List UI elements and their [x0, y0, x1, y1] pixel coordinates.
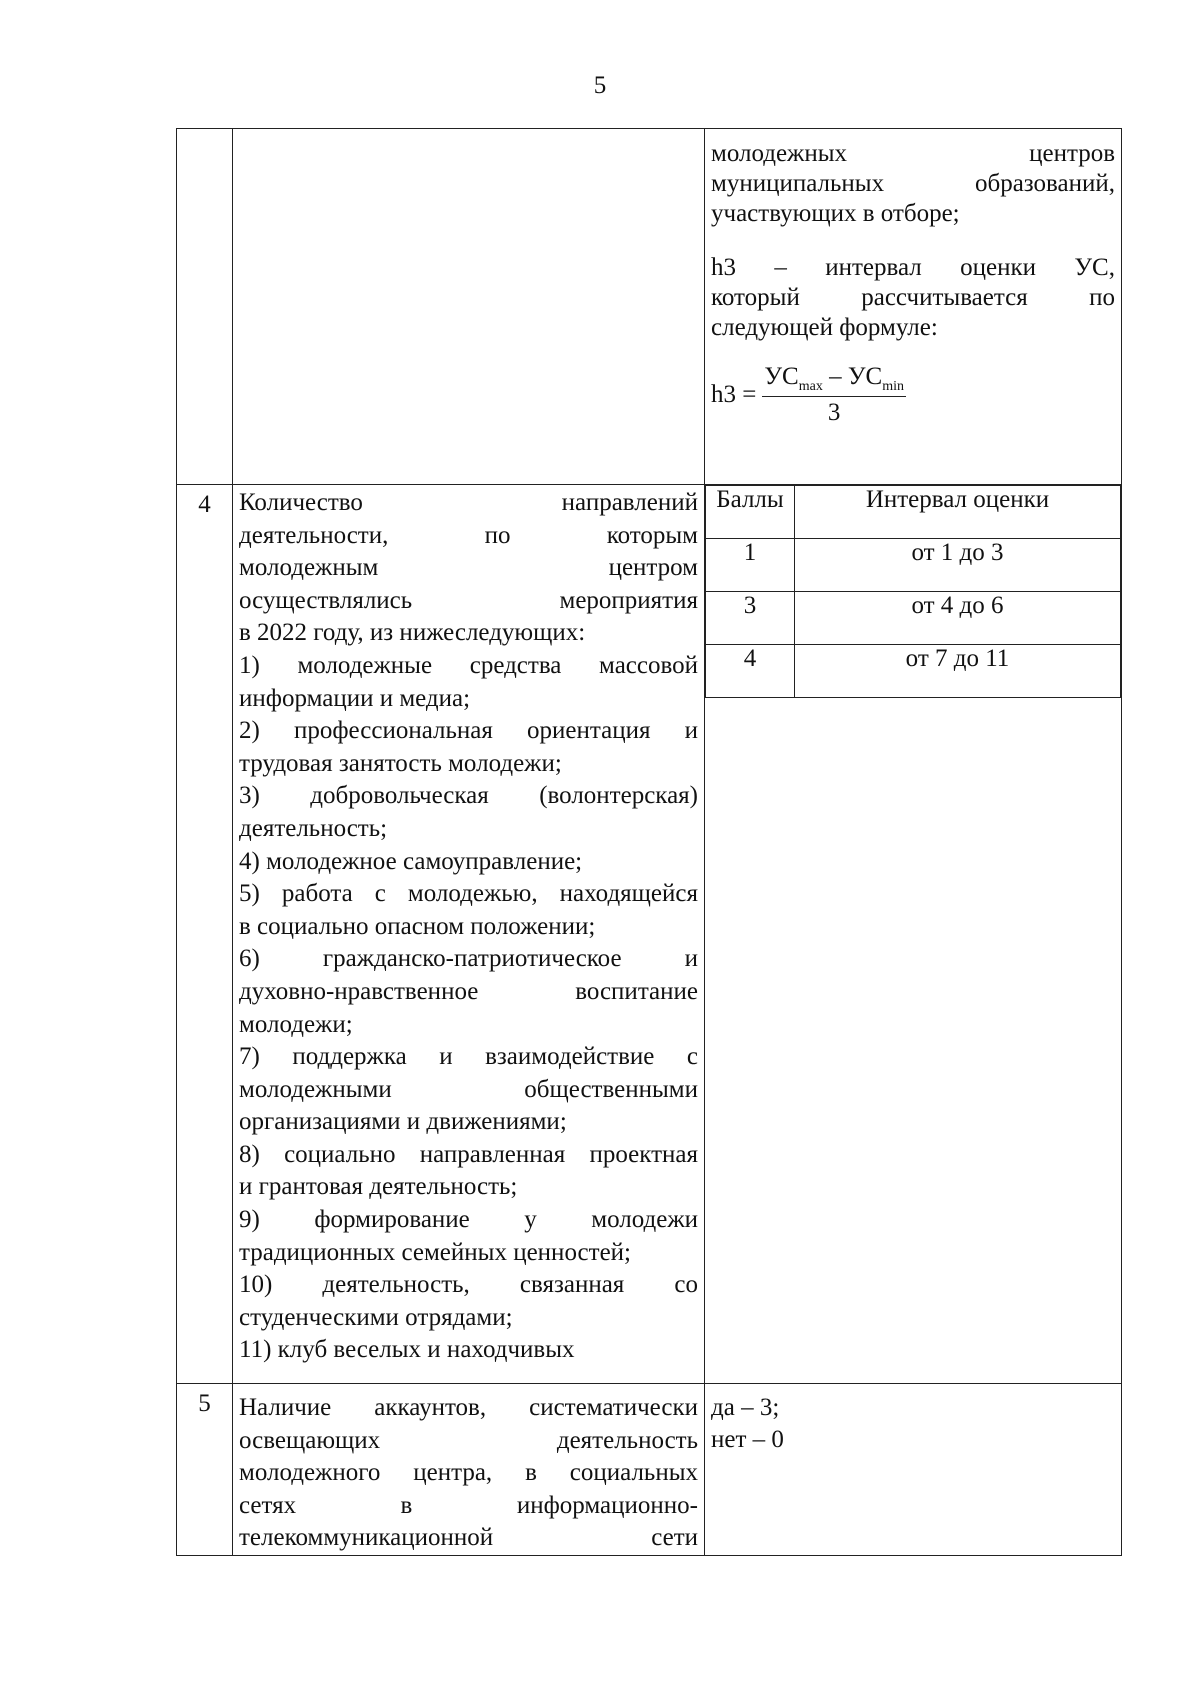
table-row [177, 1384, 1122, 1556]
score-header-points: Баллы [706, 486, 795, 539]
text-line: деятельности, по которым [239, 521, 698, 549]
text-line: молодежного центра, в социальных [239, 1459, 698, 1487]
score-header-interval: Интервал оценки [795, 486, 1121, 539]
criterion-cell [233, 485, 705, 1384]
text-line: освещающих деятельность [239, 1426, 698, 1454]
text-line: духовно-нравственное воспитание [239, 977, 698, 1005]
score-row [706, 592, 1121, 645]
score-points: 4 [706, 645, 795, 698]
score-points: 3 [706, 592, 795, 645]
text-line: в социально опасном положении; [239, 912, 596, 940]
text-line: информации и медиа; [239, 684, 471, 712]
formula-term: – УС [829, 363, 883, 390]
text-line: 5) работа с молодежью, находящейся [239, 880, 698, 908]
scoring-cell [705, 129, 1122, 485]
text-line: следующей формуле: [711, 314, 938, 341]
text-line: 6) гражданско-патриотическое и [239, 945, 698, 973]
text-line: 2) профессиональная ориентация и [239, 717, 698, 745]
score-row [706, 645, 1121, 698]
text-line: молодежными общественными [239, 1075, 698, 1103]
text-line: Количество направлений [239, 489, 698, 516]
text-line: 9) формирование у молодежи [239, 1206, 698, 1234]
criterion-cell [233, 1384, 705, 1556]
formula-subscript: max [798, 379, 823, 394]
text-line: молодежных центров [711, 140, 1115, 167]
text-line: трудовая занятость молодежи; [239, 749, 562, 777]
table-row [177, 129, 1122, 485]
criteria-table [176, 128, 1122, 1556]
score-interval: от 4 до 6 [795, 592, 1121, 645]
formula-subscript: min [882, 379, 904, 394]
text-line: организациями и движениями; [239, 1108, 567, 1136]
row-number-cell [177, 1384, 233, 1556]
score-header-row [706, 486, 1121, 539]
score-points: 1 [706, 539, 795, 592]
formula-lhs: h3 = [711, 381, 757, 408]
text-line: h3 – интервал оценки УС, [711, 254, 1115, 281]
row-number: 4 [198, 491, 211, 518]
text-line: и грантовая деятельность; [239, 1173, 518, 1201]
page-number: 5 [593, 72, 607, 99]
criterion-cell [233, 129, 705, 485]
scoring-cell [705, 1384, 1122, 1556]
row-number-cell [177, 485, 233, 1384]
text-line: в 2022 году, из нижеследующих: [239, 619, 586, 647]
score-yes: да – 3; [711, 1394, 780, 1421]
text-line: Наличие аккаунтов, систематически [239, 1394, 698, 1421]
row-number: 5 [198, 1390, 211, 1417]
text-line: телекоммуникационной сети [239, 1524, 698, 1552]
text-line: студенческими отрядами; [239, 1303, 513, 1331]
text-line: 11) клуб веселых и находчивых [239, 1336, 575, 1364]
text-line: 8) социально направленная проектная [239, 1140, 698, 1168]
text-line: 7) поддержка и взаимодействие с [239, 1043, 698, 1071]
table-row [177, 485, 1122, 1384]
formula-term: УС [764, 363, 799, 390]
text-line: 1) молодежные средства массовой [239, 651, 698, 679]
scoring-cell [705, 485, 1122, 1384]
score-no: нет – 0 [711, 1426, 784, 1453]
text-line: традиционных семейных ценностей; [239, 1238, 632, 1266]
text-line: 3) добровольческая (волонтерская) [239, 782, 698, 810]
text-line: 4) молодежное самоуправление; [239, 847, 583, 875]
text-line: молодежи; [239, 1010, 353, 1038]
score-interval: от 1 до 3 [795, 539, 1121, 592]
text-line: молодежным центром [239, 554, 698, 582]
text-line: который рассчитывается по [711, 284, 1115, 311]
score-interval: от 7 до 11 [795, 645, 1121, 698]
text-line: муниципальных образований, [711, 170, 1115, 197]
formula-denominator: 3 [827, 399, 841, 426]
score-row [706, 539, 1121, 592]
text-line: 10) деятельность, связанная со [239, 1271, 698, 1299]
text-line: осуществлялись мероприятия [239, 586, 698, 614]
h3-formula [705, 363, 1121, 427]
formula-fraction [762, 363, 906, 427]
row-number-cell [177, 129, 233, 485]
text-line: сетях в информационно- [239, 1491, 698, 1519]
score-table [705, 485, 1121, 698]
text-line: деятельность; [239, 814, 388, 842]
text-line: участвующих в отборе; [711, 200, 960, 227]
